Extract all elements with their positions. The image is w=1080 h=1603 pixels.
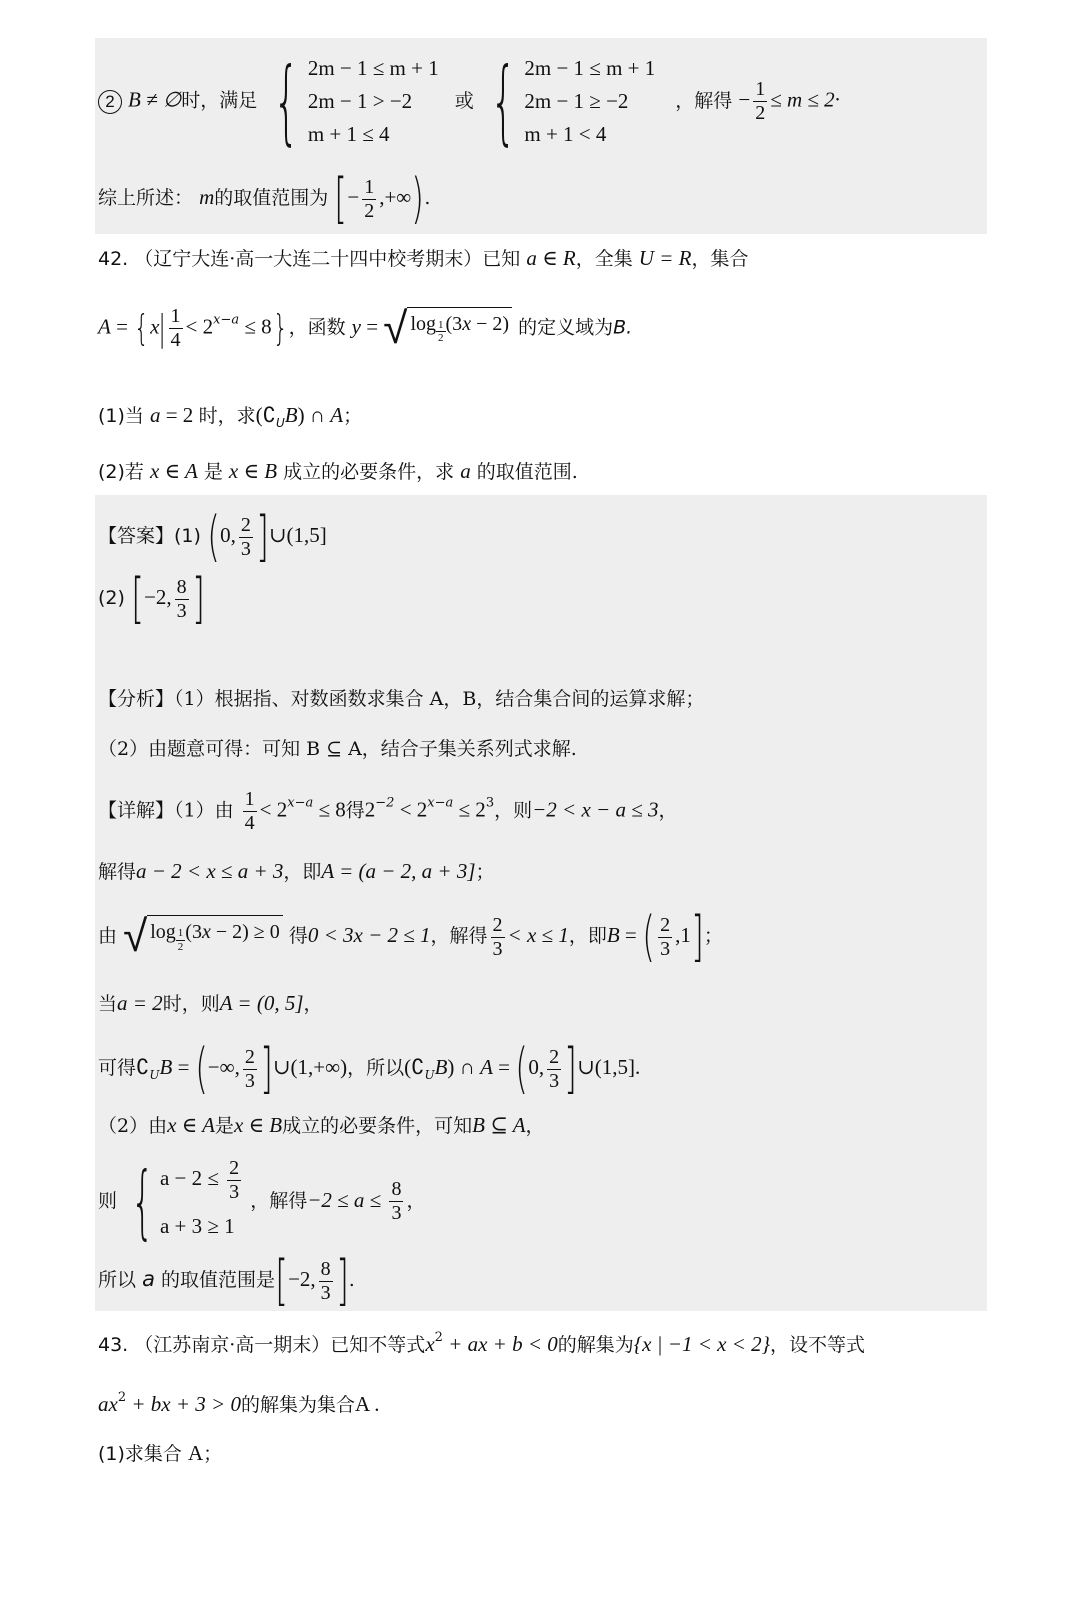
sys2-row-2: 2m − 1 ≥ −2 (524, 89, 629, 113)
circled-number: 2 (98, 90, 122, 114)
sys1-row-3: m + 1 ≤ 4 (307, 122, 390, 146)
detail-l5b: ，所以 (347, 1057, 405, 1079)
case-label: B ≠ ∅ (128, 87, 182, 112)
case-2-line: 2 B ≠ ∅时，满足 { 2m − 1 ≤ m + 1 2m − 1 > −2 m + 1 ≤ 4 或 { 2m − 1 ≤ m + 1 2m − 1 ≥ −2 m + 1 < 4 ，解得 − $\frac{1}{2}$ ≤ m ≤ 2· (98, 52, 840, 151)
summary-var: m (199, 185, 215, 209)
q43-part1: (1)求集合 A； (98, 1441, 223, 1465)
q42-sets-line: A = {x| $\frac{1}{4}$ < $2^{x-a} \le 8$}，函数 y = √ log $_{\frac{1}{2}}$ (3x − 2) 的定义域为B. (98, 302, 633, 354)
detail-line-7: 则 { a − 2 ≤ $\frac{2}{3}$ a + 3 ≥ 1 ，解得−2 ≤ a ≤ $\frac{8}{3}$ ， (98, 1154, 426, 1248)
detail-line-5: 可得$∁_UB$ = (−∞, $\frac{2}{3}$ ]∪(1,+∞)，所以$(∁_UB)$ ∩ A = (0, $\frac{2}{3}$ ]∪(1,5]. (98, 1037, 641, 1100)
q43-number: 43. (98, 1334, 129, 1356)
detail-l6e: 成立的必要条件，可知 (282, 1115, 473, 1137)
detail-l6d: x ∈ B (233, 1113, 283, 1137)
detail-l3c: 0 < 3x − 2 ≤ 1 (307, 923, 431, 947)
summary-text: 的取值范围为 (214, 187, 329, 209)
detail-l6c: 是 (214, 1115, 234, 1137)
answer-line-2: (2) [−2, $\frac{8}{3}$ ] (98, 567, 205, 630)
detail-l6b: x ∈ A (167, 1113, 215, 1137)
detail-l8b: a (142, 1267, 155, 1291)
solve-result: ≤ m ≤ 2· (770, 87, 840, 112)
detail-l1a: （1）由 (174, 799, 234, 822)
detail-line-2: 解得a − 2 < x ≤ a + 3，即A = (a − 2, a + 3]； (98, 859, 495, 883)
detail-l3a: 由 (98, 925, 118, 947)
detail-line-1: 【详解】（1）由 $\frac{1}{4}$ < $2^{x-a} \le 8$得$2^{-2} < 2^{x-a} \le 2^3$，则−2 < x − a ≤ 3， (98, 788, 678, 834)
q42-header (98, 245, 748, 272)
detail-l7b: ，解得 (250, 1189, 308, 1212)
detail-l2c: ，即 (283, 861, 322, 883)
or-text: 或 (454, 89, 474, 112)
sys2-row-1: 2m − 1 ≤ m + 1 (524, 56, 656, 80)
answer-label: 【答案】 (98, 525, 175, 547)
case-text: 时，满足 (181, 89, 258, 112)
q43-sol-text: 的解集为 (557, 1334, 634, 1356)
q42-cond1: a ∈ R (526, 246, 576, 270)
q42-full-set-text: ，全集 (575, 248, 633, 270)
detail-l1b: 得 (345, 799, 365, 822)
detail-l7a: 则 (98, 1189, 118, 1212)
detail-l2d: A = (a − 2, a + 3] (321, 859, 476, 883)
detail-l3d: ，解得 (430, 925, 488, 947)
analysis-text-1: （1）根据指、对数函数求集合 A，B，结合集合间的运算求解； (174, 688, 705, 710)
answer-part1-prefix: (1) (174, 525, 201, 547)
detail-l4b: a = 2 (117, 991, 163, 1015)
q42-cond2: U = R (638, 246, 692, 270)
detail-l5a: 可得 (98, 1057, 137, 1079)
sys1-row-1: 2m − 1 ≤ m + 1 (307, 56, 439, 80)
detail-sys-row-2: a + 3 ≥ 1 (159, 1213, 235, 1238)
analysis-label: 【分析】 (98, 688, 175, 710)
q42-func-text: ，函数 (288, 316, 346, 339)
analysis-line-1 (98, 688, 704, 712)
q43-line-2: $ax^2$ + bx + 3 > 0的解集为集合A . (98, 1390, 380, 1416)
q42-number: 42. (98, 248, 129, 270)
summary-prefix: 综上所述： (98, 187, 194, 209)
q42-part1: (1)当 a = 2 时，求$(∁_UB)$ ∩ A； (98, 403, 363, 430)
summary-line: 综上所述： m的取值范围为 [− $\frac{1}{2}$ ,+∞). (98, 167, 431, 230)
detail-l4a: 当 (98, 993, 118, 1015)
detail-l6f: B ⊆ A (472, 1113, 526, 1137)
q42-source: （辽宁大连·高一大连二十四中校考期末）已知 (134, 248, 521, 270)
summary-range: ,+∞ (379, 185, 412, 209)
q43-source: （江苏南京·高一期末）已知不等式 (134, 1334, 426, 1356)
q43-header: 43. （江苏南京·高一期末）已知不等式$x^2$ + ax + b < 0的解集为{x | −1 < x < 2}，设不等式 (98, 1330, 866, 1356)
q42-set-text: ，集合 (691, 248, 749, 270)
analysis-line-2 (98, 738, 577, 762)
q42-domain-text: 的定义域为 (518, 316, 614, 339)
detail-l4d: A = (0, 5] (219, 991, 304, 1015)
detail-l3b: 得 (288, 925, 308, 947)
system-2: { 2m − 1 ≤ m + 1 2m − 1 ≥ −2 m + 1 < 4 (489, 47, 656, 155)
answer-part2-prefix: (2) (98, 587, 125, 609)
q42-part2: (2)若 x ∈ A 是 x ∈ B 成立的必要条件，求 a 的取值范围. (98, 459, 578, 483)
detail-l1c: ，则 (494, 799, 533, 822)
detail-l1d: −2 < x − a ≤ 3 (532, 797, 659, 822)
detail-l8a: 所以 (98, 1269, 137, 1291)
detail-l2a: 解得 (98, 861, 137, 883)
detail-label: 【详解】 (98, 799, 175, 822)
detail-l3e: ，即 (568, 925, 607, 947)
q42-domain-var: B. (613, 316, 633, 339)
detail-line-6: （2）由x ∈ A是x ∈ B成立的必要条件，可知B ⊆ A， (98, 1113, 545, 1137)
detail-l8c: 的取值范围是 (160, 1269, 275, 1291)
answer-line-1: 【答案】(1) (0, $\frac{2}{3}$ ]∪(1,5] (98, 505, 327, 568)
detail-line-8: 所以 a 的取值范围是[−2, $\frac{8}{3}$ ]. (98, 1249, 355, 1312)
q43-sol-set: {x | −1 < x < 2} (633, 1332, 771, 1356)
detail-l6a: （2）由 (98, 1115, 168, 1137)
detail-system: { a − 2 ≤ $\frac{2}{3}$ a + 3 ≥ 1 (123, 1156, 244, 1248)
analysis-text-2: （2）由题意可得：可知 B ⊆ A，结合子集关系列式求解. (98, 738, 577, 760)
detail-l2b: a − 2 < x ≤ a + 3 (136, 859, 284, 883)
q43-line2-text: 的解集为集合 (240, 1394, 355, 1416)
solve-text: ，解得 (675, 89, 733, 112)
frac-half: $\frac{1}{2}$ (755, 78, 766, 124)
system-1: { 2m − 1 ≤ m + 1 2m − 1 > −2 m + 1 ≤ 4 (273, 47, 439, 155)
detail-l4c: 时，则 (162, 993, 220, 1015)
detail-line-4: 当a = 2时，则A = (0, 5]， (98, 991, 323, 1015)
sys2-row-3: m + 1 < 4 (524, 122, 607, 146)
q43-tail: ，设不等式 (770, 1334, 866, 1356)
sys1-row-2: 2m − 1 > −2 (307, 89, 413, 113)
q43-line2-set: A . (354, 1392, 380, 1416)
detail-line-3: 由 √ log $_{\frac{1}{2}}$ (3x − 2) ≥ 0 得0 < 3x − 2 ≤ 1，解得 $\frac{2}{3}$ < x ≤ 1，即B = ( $\frac{2}{3}$ ,1]； (98, 905, 723, 968)
